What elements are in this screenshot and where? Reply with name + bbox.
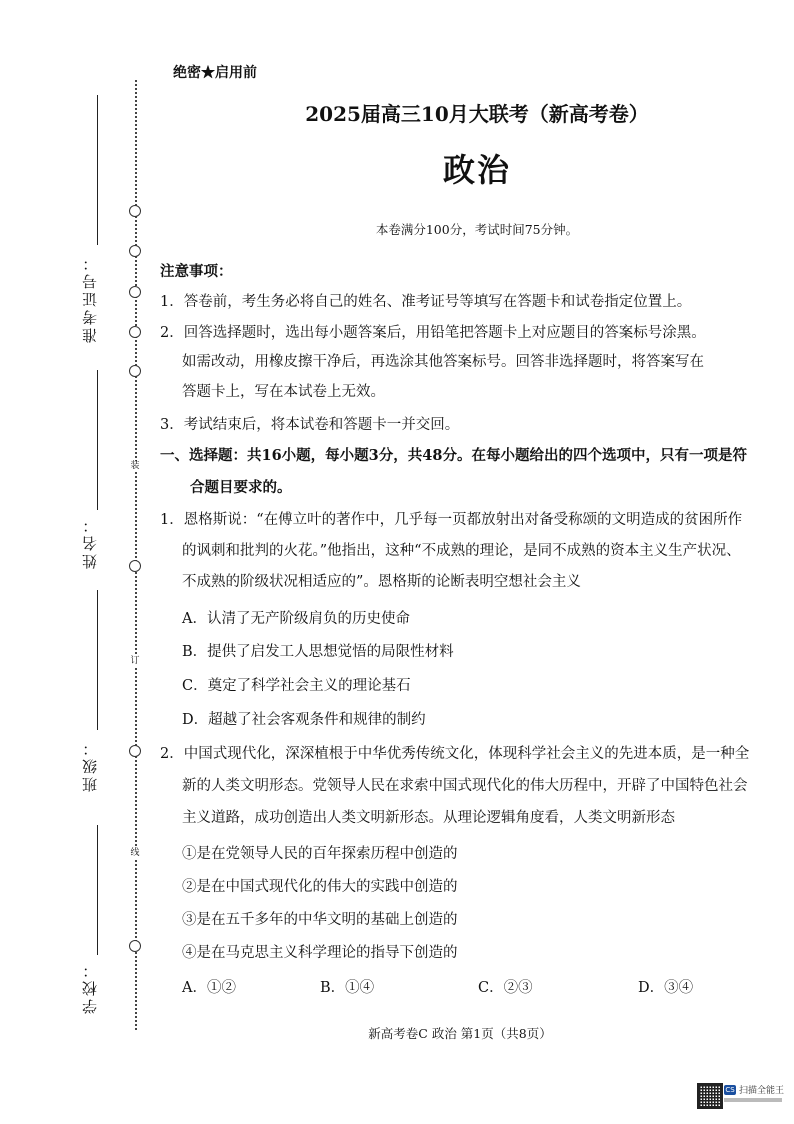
binding-char-ding: 订 bbox=[128, 656, 142, 666]
question-2-statement: ②是在中国式现代化的伟大的实践中创造的 bbox=[182, 879, 458, 895]
name-underline bbox=[97, 370, 98, 510]
question-1-stem: 不成熟的阶级状况相适应的”。恩格斯的论断表明空想社会主义 bbox=[182, 574, 581, 590]
notice-item: 2．回答选择题时，选出每小题答案后，用铅笔把答题卡上对应题目的答案标号涂黑。 bbox=[160, 325, 706, 341]
question-2-statement: ③是在五千多年的中华文明的基础上创造的 bbox=[182, 912, 458, 928]
question-1-option: D．超越了社会客观条件和规律的制约 bbox=[182, 712, 426, 728]
name-label: 姓名： bbox=[81, 515, 99, 569]
section-heading: 合题目要求的。 bbox=[190, 479, 292, 496]
class-underline bbox=[97, 590, 98, 730]
question-2-option: C．②③ bbox=[478, 980, 533, 996]
question-2-option: B．①④ bbox=[320, 980, 375, 996]
binding-circle bbox=[129, 326, 141, 338]
question-1-option: B．提供了启发工人思想觉悟的局限性材料 bbox=[182, 644, 454, 660]
question-1-option: A．认清了无产阶级肩负的历史使命 bbox=[182, 611, 410, 627]
section-heading: 一、选择题：共16小题，每小题3分，共48分。在每小题给出的四个选项中，只有一项是符 bbox=[160, 447, 747, 464]
binding-char-xian: 线 bbox=[128, 848, 142, 858]
notice-item: 如需改动，用橡皮擦干净后，再选涂其他答案标号。回答非选择题时，将答案写在 bbox=[182, 354, 704, 370]
school-underline bbox=[97, 825, 98, 955]
binding-circle bbox=[129, 745, 141, 757]
question-2-stem: 2．中国式现代化，深深植根于中华优秀传统文化，体现科学社会主义的先进本质，是一种全 bbox=[160, 746, 750, 762]
camscanner-logo-icon: CS bbox=[725, 1086, 735, 1094]
question-1-stem: 1．恩格斯说：“在傅立叶的著作中，几乎每一页都放射出对备受称颂的文明造成的贫困所作 bbox=[160, 512, 743, 528]
question-2-statement: ①是在党领导人民的百年探索历程中创造的 bbox=[182, 846, 458, 862]
school-label: 学校： bbox=[81, 960, 99, 1014]
binding-circle bbox=[129, 365, 141, 377]
notice-item: 答题卡上，写在本试卷上无效。 bbox=[182, 384, 385, 400]
question-2-stem: 新的人类文明形态。党领导人民在求索中国式现代化的伟大历程中，开辟了中国特色社会 bbox=[182, 778, 748, 794]
question-2-option: D．③④ bbox=[638, 980, 694, 996]
binding-circle bbox=[129, 286, 141, 298]
exam-id-label: 准考证号： bbox=[81, 253, 99, 343]
class-label: 班级： bbox=[81, 738, 99, 792]
question-2-option: A．①② bbox=[182, 980, 236, 996]
binding-circle bbox=[129, 205, 141, 217]
binding-circle bbox=[129, 560, 141, 572]
notice-heading: 注意事项： bbox=[160, 263, 233, 280]
qr-code-icon bbox=[697, 1083, 723, 1109]
question-1-stem: 的讽刺和批判的火花。”他指出，这种“不成熟的理论，是同不成熟的资本主义生产状况、 bbox=[182, 543, 741, 559]
binding-char-zhuang: 装 bbox=[128, 461, 142, 471]
notice-item: 3．考试结束后，将本试卷和答题卡一并交回。 bbox=[160, 417, 460, 433]
subject-title: 政治 bbox=[442, 151, 511, 189]
binding-circle bbox=[129, 940, 141, 952]
question-2-statement: ④是在马克思主义科学理论的指导下创造的 bbox=[182, 945, 458, 961]
question-2-stem: 主义道路，成功创造出人类文明新形态。从理论逻辑角度看，人类文明新形态 bbox=[182, 810, 675, 826]
binding-circle bbox=[129, 245, 141, 257]
binding-dotted-line bbox=[135, 80, 137, 1030]
scanner-name: 扫描全能王 bbox=[739, 1086, 785, 1096]
scanner-subtext-bar bbox=[724, 1098, 782, 1102]
exam-id-underline bbox=[97, 95, 98, 245]
notice-item: 1．答卷前，考生务必将自己的姓名、准考证号等填写在答题卡和试卷指定位置上。 bbox=[160, 294, 692, 310]
question-1-option: C．奠定了科学社会主义的理论基石 bbox=[182, 678, 411, 694]
exam-title: 2025届高三10月大联考（新高考卷） bbox=[305, 102, 649, 126]
page-footer: 新高考卷C 政治 第1页（共8页） bbox=[368, 1026, 552, 1041]
confidential-mark: 绝密★启用前 bbox=[173, 65, 257, 81]
exam-info: 本卷满分100分，考试时间75分钟。 bbox=[375, 222, 579, 237]
